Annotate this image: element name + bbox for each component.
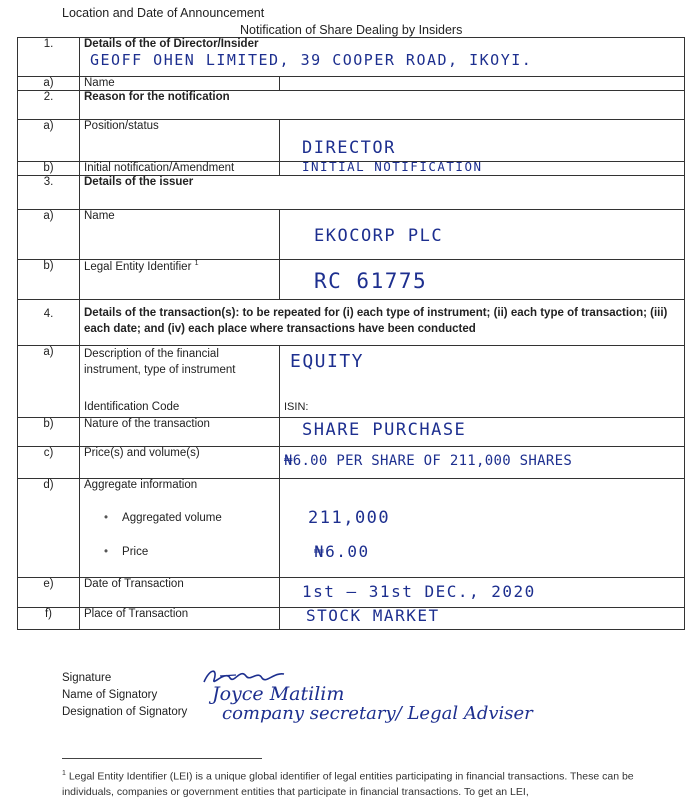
- signatory-name-value: Joyce Matilim: [212, 683, 345, 705]
- date-value-cell: [280, 578, 685, 608]
- row-4a: [18, 346, 685, 418]
- row-label: Name: [80, 77, 280, 91]
- row-number: b): [18, 418, 80, 447]
- instrument-value-cell: [280, 346, 685, 418]
- row-number: 1.: [18, 38, 80, 77]
- signatory-designation-value: company secretary/ Legal Adviser: [222, 703, 533, 724]
- position-value: DIRECTOR: [302, 138, 396, 158]
- nature-value-cell: [280, 418, 685, 447]
- location-date-heading: Location and Date of Announcement: [62, 6, 265, 20]
- row-number: e): [18, 578, 80, 608]
- bullet-icon: •: [104, 546, 109, 558]
- row-1a: [18, 77, 685, 91]
- aggregated-volume-label: Aggregated volume: [122, 512, 222, 524]
- price-volume-value: ₦6.00 PER SHARE OF 211,000 SHARES: [284, 453, 573, 469]
- signature-labels: [62, 670, 187, 721]
- row-3a: [18, 210, 685, 260]
- row-label: Aggregate information: [84, 479, 198, 491]
- issuer-name-cell: [280, 210, 685, 260]
- row-label: Name: [80, 210, 280, 260]
- row-label: Place of Transaction: [80, 608, 280, 630]
- isin-label: ISIN:: [284, 401, 309, 413]
- row-label: Details of the of Director/Insider: [84, 38, 259, 50]
- row-number: 2.: [18, 91, 80, 120]
- footnote-divider: [62, 758, 262, 759]
- row-1: [18, 38, 685, 77]
- row-number: 4.: [18, 300, 80, 346]
- footnote: [62, 766, 662, 800]
- footnote-marker: 1: [62, 770, 66, 777]
- row-label: Reason for the notification: [80, 91, 685, 120]
- row-number: b): [18, 162, 80, 176]
- lei-value: RC 61775: [314, 269, 428, 293]
- row-2b: [18, 162, 685, 176]
- row-label: Details of the issuer: [80, 176, 685, 210]
- designation-label: Designation of Signatory: [62, 706, 188, 718]
- row-3: [18, 176, 685, 210]
- instrument-label-cell: [80, 346, 280, 418]
- row-number: a): [18, 77, 80, 91]
- row-label: Price(s) and volume(s): [80, 447, 280, 479]
- bullet-icon: •: [104, 512, 109, 524]
- row-number: b): [18, 260, 80, 300]
- footnote-ref: 1: [194, 260, 199, 267]
- row-4c: [18, 447, 685, 479]
- identification-code-label: Identification Code: [84, 401, 180, 413]
- lei-value-cell: [280, 260, 685, 300]
- place-value-cell: [280, 608, 685, 630]
- date-value: 1st – 31st DEC., 2020: [302, 582, 536, 601]
- notification-value-cell: [280, 162, 685, 176]
- row-number: d): [18, 479, 80, 578]
- row-label: Initial notification/Amendment: [80, 162, 280, 176]
- row-label: Date of Transaction: [80, 578, 280, 608]
- price-volume-value-cell: [280, 447, 685, 479]
- row-4f: [18, 608, 685, 630]
- notification-title: Notification of Share Dealing by Insiders: [240, 23, 463, 37]
- aggregated-volume-row: [104, 512, 222, 524]
- aggregate-label-cell: [80, 479, 280, 578]
- row-number: a): [18, 346, 80, 418]
- row-number: a): [18, 210, 80, 260]
- row-number: c): [18, 447, 80, 479]
- row-number: f): [18, 608, 80, 630]
- row-2a: [18, 120, 685, 162]
- aggregated-volume-value: 211,000: [308, 508, 391, 528]
- notification-value: INITIAL NOTIFICATION: [302, 161, 483, 174]
- signature-label: Signature: [62, 672, 112, 684]
- instrument-value: EQUITY: [290, 351, 365, 372]
- place-value: STOCK MARKET: [306, 607, 440, 625]
- nature-value: SHARE PURCHASE: [302, 420, 467, 440]
- notification-table: [17, 37, 685, 630]
- row-label: Details of the transaction(s): to be repeated for (i) each type of instrument; (ii) each type of transaction; (iii) each date; and (iv) each place where transactions have been conducted: [80, 300, 685, 346]
- row-number: a): [18, 120, 80, 162]
- row-label-cell: [80, 260, 280, 300]
- row-label: Legal Entity Identifier: [84, 260, 192, 273]
- row-number: 3.: [18, 176, 80, 210]
- row-4: [18, 300, 685, 346]
- row-4e: [18, 578, 685, 608]
- aggregate-value-cell: [280, 479, 685, 578]
- name-of-signatory-label: Name of Signatory: [62, 689, 158, 701]
- row-3b: [18, 260, 685, 300]
- aggregated-price-value: ₦6.00: [314, 542, 370, 561]
- row-2: [18, 91, 685, 120]
- name-value-cell: [280, 77, 685, 91]
- aggregated-price-row: [104, 546, 148, 558]
- row-label: Description of the financial instrument, type of instrument: [84, 348, 236, 376]
- row-label: Position/status: [80, 120, 280, 162]
- director-details-value: GEOFF OHEN LIMITED, 39 COOPER ROAD, IKOYI.: [90, 51, 533, 69]
- row-label: Nature of the transaction: [80, 418, 280, 447]
- footnote-text: Legal Entity Identifier (LEI) is a unique global identifier of legal entities participating in financial transactions. These can be individuals, companies or government entities that participate in financial transactions. To get an LEI,: [62, 770, 634, 798]
- position-value-cell: [280, 120, 685, 162]
- issuer-name-value: EKOCORP PLC: [314, 226, 444, 246]
- row-4b: [18, 418, 685, 447]
- row-4d: [18, 479, 685, 578]
- aggregated-price-label: Price: [122, 546, 149, 558]
- director-details-cell: [80, 38, 685, 77]
